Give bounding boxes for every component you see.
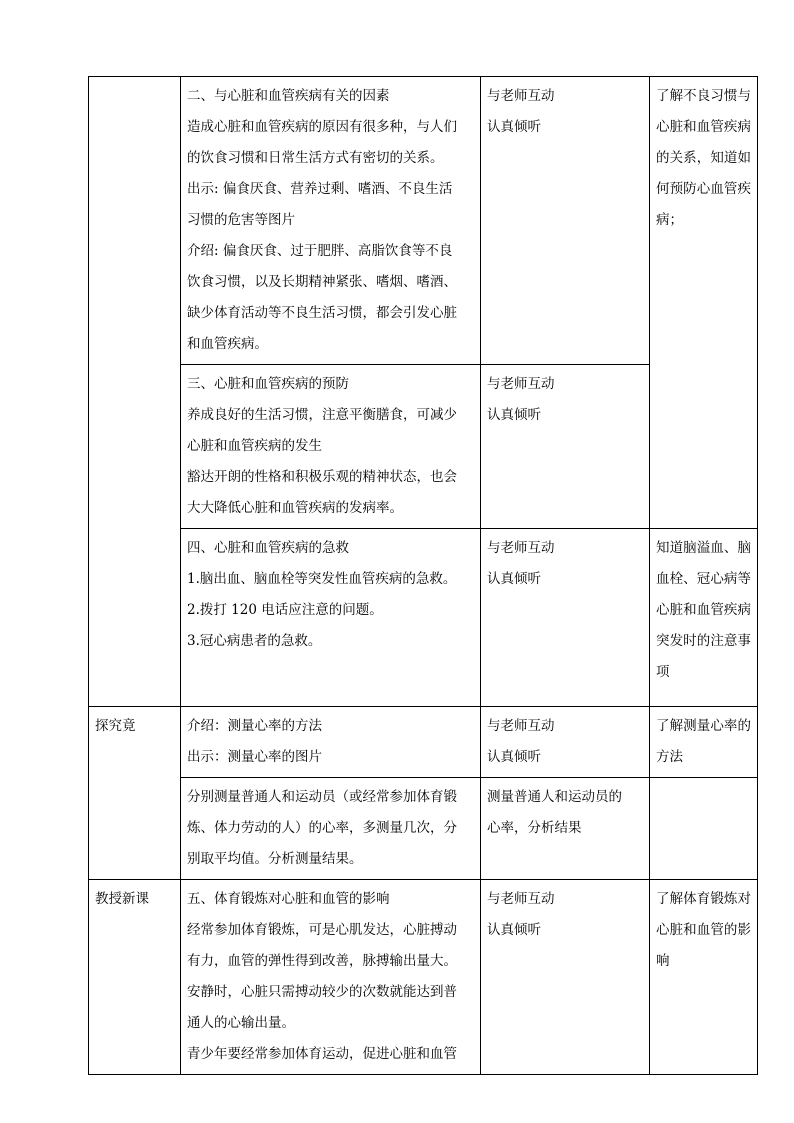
table-row <box>89 77 758 365</box>
content-line: 的饮食习惯和日常生活方式有密切的关系。 <box>187 150 444 166</box>
content-line: 青少年要经常参加体育运动，促进心脏和血管 <box>187 1046 457 1062</box>
content-cell <box>181 707 481 778</box>
student-line: 认真倾听 <box>487 119 541 135</box>
student-line: 认真倾听 <box>487 407 541 423</box>
content-line: 介绍：测量心率的方法 <box>187 718 322 734</box>
stage-cell-empty <box>89 77 181 707</box>
content-line: 养成良好的生活习惯，注意平衡膳食，可减少 <box>187 407 457 423</box>
goal-cell: 了解体育锻炼对心脏和血管的影响 <box>650 880 758 1075</box>
student-line: 测量普通人和运动员的 <box>487 789 622 805</box>
goal-cell-empty <box>650 778 758 880</box>
content-line: 分别测量普通人和运动员（或经常参加体育锻 <box>187 789 457 805</box>
student-line: 与老师互动 <box>487 88 555 104</box>
student-line: 认真倾听 <box>487 922 541 938</box>
lesson-plan-table <box>88 76 758 1075</box>
table-row <box>89 778 758 880</box>
content-line: 别取平均值。分析测量结果。 <box>187 851 363 867</box>
content-line: 缺少体育活动等不良生活习惯，都会引发心脏 <box>187 305 457 321</box>
student-activity-cell <box>481 880 650 1075</box>
content-line: 习惯的危害等图片 <box>187 212 295 228</box>
goal-cell: 了解不良习惯与心脏和血管疾病的关系，知道如何预防心血管疾病； <box>650 77 758 529</box>
content-line: 五、体育锻炼对心脏和血管的影响 <box>187 891 390 907</box>
stage-cell-explore: 探究竟 <box>89 707 181 880</box>
student-line: 心率，分析结果 <box>487 820 582 836</box>
goal-cell: 知道脑溢血、脑血栓、冠心病等心脏和血管疾病突发时的注意事项 <box>650 529 758 707</box>
goal-cell: 了解测量心率的方法 <box>650 707 758 778</box>
content-line: 大大降低心脏和血管疾病的发病率。 <box>187 500 403 516</box>
content-line: 造成心脏和血管疾病的原因有很多种，与人们 <box>187 119 457 135</box>
content-line: 炼、体力劳动的人）的心率，多测量几次，分 <box>187 820 457 836</box>
content-line: 豁达开朗的性格和积极乐观的精神状态，也会 <box>187 469 457 485</box>
student-activity-cell <box>481 778 650 880</box>
student-activity-cell <box>481 529 650 707</box>
content-line: 四、心脏和血管疾病的急救 <box>187 540 349 556</box>
content-line: 出示: 偏食厌食、营养过剩、嗜酒、不良生活 <box>187 181 453 197</box>
content-line: 出示：测量心率的图片 <box>187 749 322 765</box>
student-activity-cell <box>481 365 650 529</box>
content-line: 2.拨打 120 电话应注意的问题。 <box>187 602 383 618</box>
student-activity-cell <box>481 77 650 365</box>
content-line: 三、心脏和血管疾病的预防 <box>187 376 349 392</box>
content-line: 心脏和血管疾病的发生 <box>187 438 322 454</box>
student-line: 与老师互动 <box>487 376 555 392</box>
content-cell <box>181 778 481 880</box>
content-line: 3.冠心病患者的急救。 <box>187 633 322 649</box>
student-activity-cell <box>481 707 650 778</box>
student-line: 与老师互动 <box>487 891 555 907</box>
content-line: 介绍: 偏食厌食、过于肥胖、高脂饮食等不良 <box>187 243 453 259</box>
table-row <box>89 529 758 707</box>
table-row <box>89 707 758 778</box>
content-line: 二、与心脏和血管疾病有关的因素 <box>187 88 390 104</box>
content-line: 经常参加体育锻炼，可是心肌发达，心脏搏动 <box>187 922 457 938</box>
content-line: 饮食习惯，以及长期精神紧张、嗜烟、嗜酒、 <box>187 274 457 290</box>
stage-cell-new-lesson: 教授新课 <box>89 880 181 1075</box>
student-line: 与老师互动 <box>487 718 555 734</box>
content-cell <box>181 529 481 707</box>
content-line: 1.脑出血、脑血栓等突发性血管疾病的急救。 <box>187 571 457 587</box>
student-line: 与老师互动 <box>487 540 555 556</box>
student-line: 认真倾听 <box>487 749 541 765</box>
content-line: 安静时，心脏只需搏动较少的次数就能达到普 <box>187 984 457 1000</box>
content-line: 和血管疾病。 <box>187 336 268 352</box>
content-line: 通人的心输出量。 <box>187 1015 295 1031</box>
content-cell <box>181 365 481 529</box>
content-cell <box>181 77 481 365</box>
table-row <box>89 880 758 1075</box>
student-line: 认真倾听 <box>487 571 541 587</box>
content-cell <box>181 880 481 1075</box>
content-line: 有力，血管的弹性得到改善，脉搏输出量大。 <box>187 953 457 969</box>
